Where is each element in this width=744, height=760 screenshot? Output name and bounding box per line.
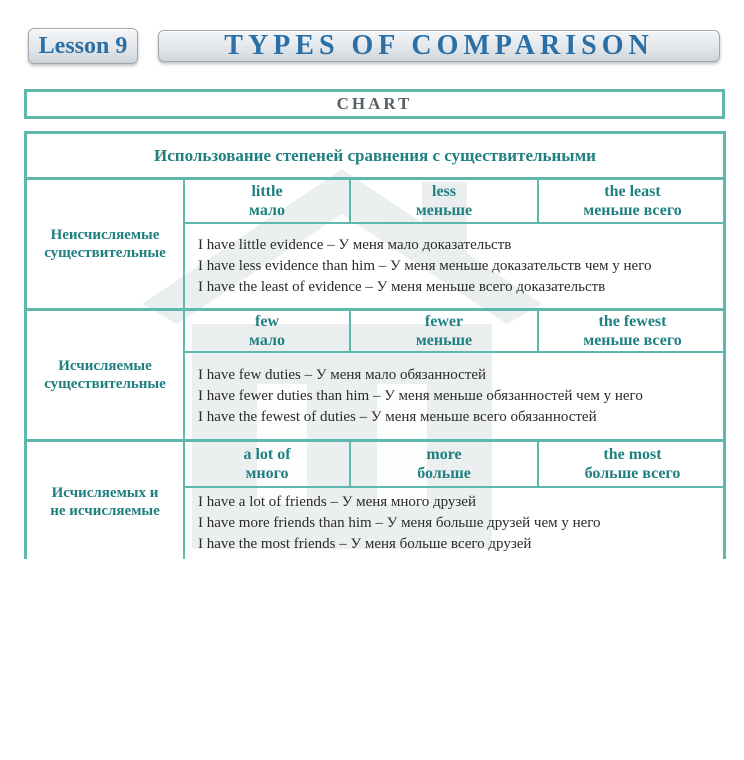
lesson-badge (28, 28, 138, 64)
example-line: I have the fewest of duties – У меня меньше всего обязанностей (198, 408, 597, 425)
row-label-countable: Исчисляемые существительные (44, 358, 166, 392)
examples-cell (185, 224, 726, 308)
example-line: I have a lot of friends – У меня много друзей (198, 494, 476, 510)
form-cell: fewer меньше (415, 313, 473, 349)
example-line: I have the most friends – У меня больше всего друзей (198, 536, 532, 552)
form-cell: less меньше (415, 183, 473, 219)
form-cell: the fewest меньше всего (583, 313, 682, 349)
example-line: I have few duties – У меня мало обязанностей (198, 366, 487, 383)
example-line: I have little evidence – У меня мало доказательств (198, 236, 512, 253)
example-line: I have less evidence than him – У меня меньше доказательств чем у него (198, 257, 652, 274)
form-cell: little мало (249, 183, 285, 219)
examples-cell (185, 353, 726, 439)
form-cell: a lot of много (243, 446, 291, 482)
page-title (158, 30, 720, 62)
form-cell: the least меньше всего (583, 183, 682, 219)
row-label-uncountable: Неисчисляемые существительные (44, 227, 166, 261)
chart-label-bar (24, 89, 725, 119)
form-cell: few мало (249, 313, 285, 349)
table-title: Использование степеней сравнения с существительными (154, 146, 596, 165)
chart-label: CHART (336, 94, 413, 113)
form-cell: the most больше всего (584, 446, 681, 482)
page-title-text: TYPES OF COMPARISON (224, 30, 654, 61)
comparison-table (24, 131, 726, 559)
form-cell: more больше (417, 446, 471, 482)
lesson-label: Lesson 9 (38, 32, 128, 59)
examples-cell (185, 492, 726, 559)
example-line: I have more friends than him – У меня больше друзей чем у него (198, 515, 601, 531)
row-label-both: Исчисляемых и не исчисляемые (50, 485, 160, 519)
example-line: I have fewer duties than him – У меня меньше обязанностей чем у него (198, 387, 643, 404)
example-line: I have the least of evidence – У меня меньше всего доказательств (198, 278, 606, 295)
